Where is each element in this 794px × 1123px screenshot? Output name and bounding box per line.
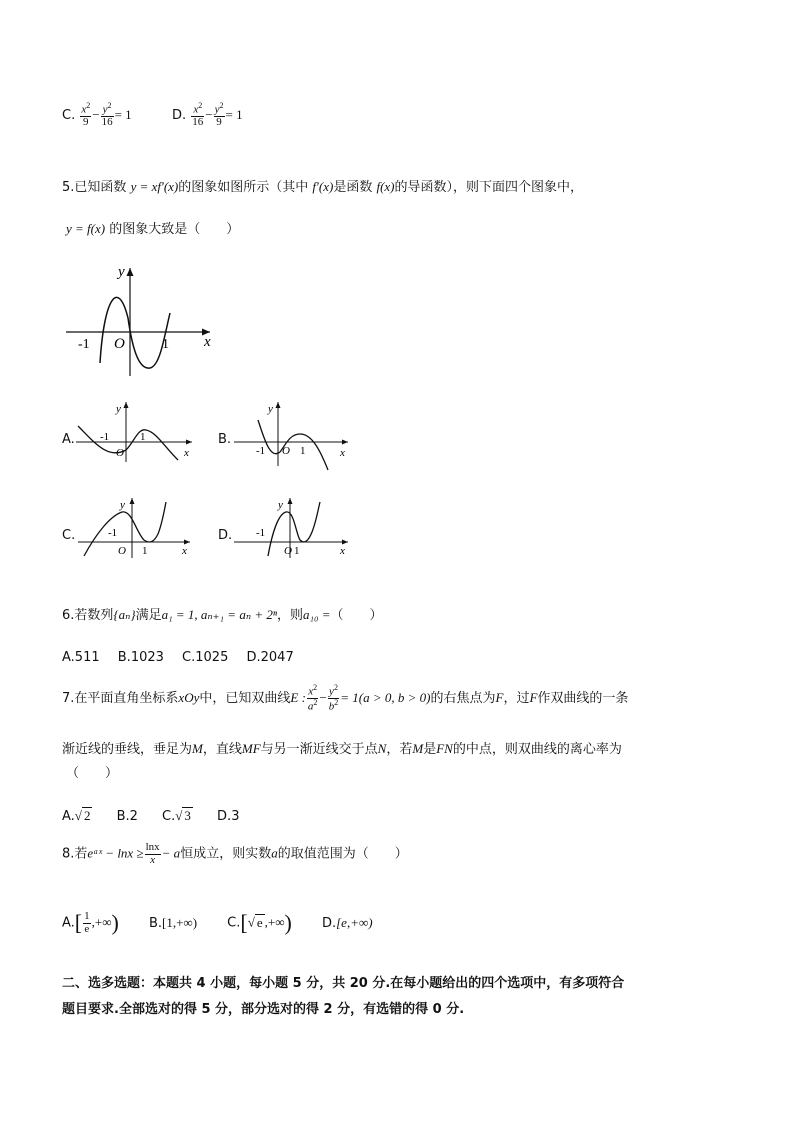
svg-text:y: y xyxy=(116,403,121,415)
q8-stem: 8.若eᵃˣ − lnx ≥ $\frac{\ln x}{x}$ − a恒成立，则实数a的取值范围为（ ） xyxy=(62,841,408,866)
main-graph-pos-tick: 1 xyxy=(162,337,169,352)
svg-text:O: O xyxy=(116,447,124,459)
q5-option-d-graph xyxy=(230,494,360,560)
q4-options: C. $\frac{x^2}{9}$ − $\frac{y^2}{16}$ = 1 D. $\frac{x^2}{16}$ − $\frac{y^2}{9}$ = 1 xyxy=(62,101,243,129)
q5-option-a-graph xyxy=(74,398,204,464)
svg-text:1: 1 xyxy=(300,445,306,457)
q4-option-d-label: D. xyxy=(171,107,187,123)
main-graph-origin: O xyxy=(114,336,125,352)
main-graph-neg-tick: -1 xyxy=(78,337,90,352)
q4-option-c-label: C. xyxy=(62,107,76,123)
q7-stem-line1: 7.在平面直角坐标系xOy中，已知双曲线E : $\frac{x^2}{a^2}$ − $\frac{y^2}{b^2}$ = 1(a > 0, b > 0)的右焦点为F，过F作双曲线的一条 xyxy=(62,683,629,713)
q5-main-graph xyxy=(60,258,230,383)
svg-text:x: x xyxy=(340,447,345,459)
q7-option-c: C.√ 3 xyxy=(162,808,191,824)
svg-text:y: y xyxy=(278,499,283,511)
q5-option-b-graph xyxy=(230,398,360,474)
q7-option-a: A.√ 2 xyxy=(62,808,91,824)
q8-option-d: D.[e,+∞) xyxy=(321,914,373,931)
svg-text:x: x xyxy=(182,545,187,557)
svg-text:y: y xyxy=(268,403,273,415)
svg-text:-1: -1 xyxy=(256,445,266,457)
svg-text:O: O xyxy=(118,545,126,557)
q5-stem-line1: 5.已知函数 y = xf′(x)的图象如图所示（其中 f′(x)是函数 f(x)的导函数），则下面四个图象中， xyxy=(62,179,584,195)
svg-text:-1: -1 xyxy=(256,527,266,539)
svg-text:-1: -1 xyxy=(100,431,110,443)
q6-option-b: B.1023 xyxy=(117,650,164,665)
svg-text:1: 1 xyxy=(142,545,148,557)
q5-option-a-label: A. xyxy=(62,432,75,447)
q7-option-d: D.3 xyxy=(217,809,240,824)
q7-blank: （ ） xyxy=(66,766,119,781)
q6-stem: 6.若数列{aₙ}满足a₁ = 1, aₙ₊₁ = aₙ + 2ⁿ，则a₁₀ =（ ） xyxy=(62,607,383,623)
main-graph-x-label: x xyxy=(204,334,211,350)
q6-option-c: C.1025 xyxy=(182,650,229,665)
q8-options xyxy=(62,910,399,936)
svg-text:O: O xyxy=(282,445,290,457)
section2-heading-line2: 题目要求.全部选对的得 5 分，部分选对的得 2 分，有选错的得 0 分. xyxy=(62,1002,465,1017)
q5-option-c-label: C. xyxy=(62,528,76,543)
q5-option-c-graph xyxy=(74,494,204,560)
q7-options xyxy=(62,808,265,824)
q8-option-a: A.[ $\frac{1}{e}$ ,+∞) xyxy=(62,909,119,935)
q5-option-d-label: D. xyxy=(218,528,233,543)
q7-stem-line2: 渐近线的垂线，垂足为M，直线MF与另一渐近线交于点N，若M是FN的中点，则双曲线的离心率为 xyxy=(62,741,622,757)
q6-options xyxy=(62,650,320,665)
q6-option-a: A.511 xyxy=(62,650,100,665)
q8-option-c: C.[√ e ,+∞) xyxy=(227,910,292,935)
q5-option-b-label: B. xyxy=(218,432,232,447)
svg-text:1: 1 xyxy=(294,545,300,557)
section2-heading-line1: 二、选多选题：本题共 4 小题，每小题 5 分，共 20 分.在每小题给出的四个选项中，有多项符合 xyxy=(62,976,625,991)
svg-text:y: y xyxy=(120,499,125,511)
q5-stem-line2: y = f(x) 的图象大致是（ ） xyxy=(66,221,240,237)
q7-option-b: B.2 xyxy=(116,809,138,824)
q8-option-b: B.[1,+∞) xyxy=(148,914,198,931)
q6-option-d: D.2047 xyxy=(246,650,294,665)
svg-text:1: 1 xyxy=(140,431,146,443)
svg-text:-1: -1 xyxy=(108,527,118,539)
svg-text:x: x xyxy=(340,545,345,557)
main-graph-y-label: y xyxy=(118,264,125,280)
svg-text:x: x xyxy=(184,447,189,459)
svg-text:O: O xyxy=(284,545,292,557)
